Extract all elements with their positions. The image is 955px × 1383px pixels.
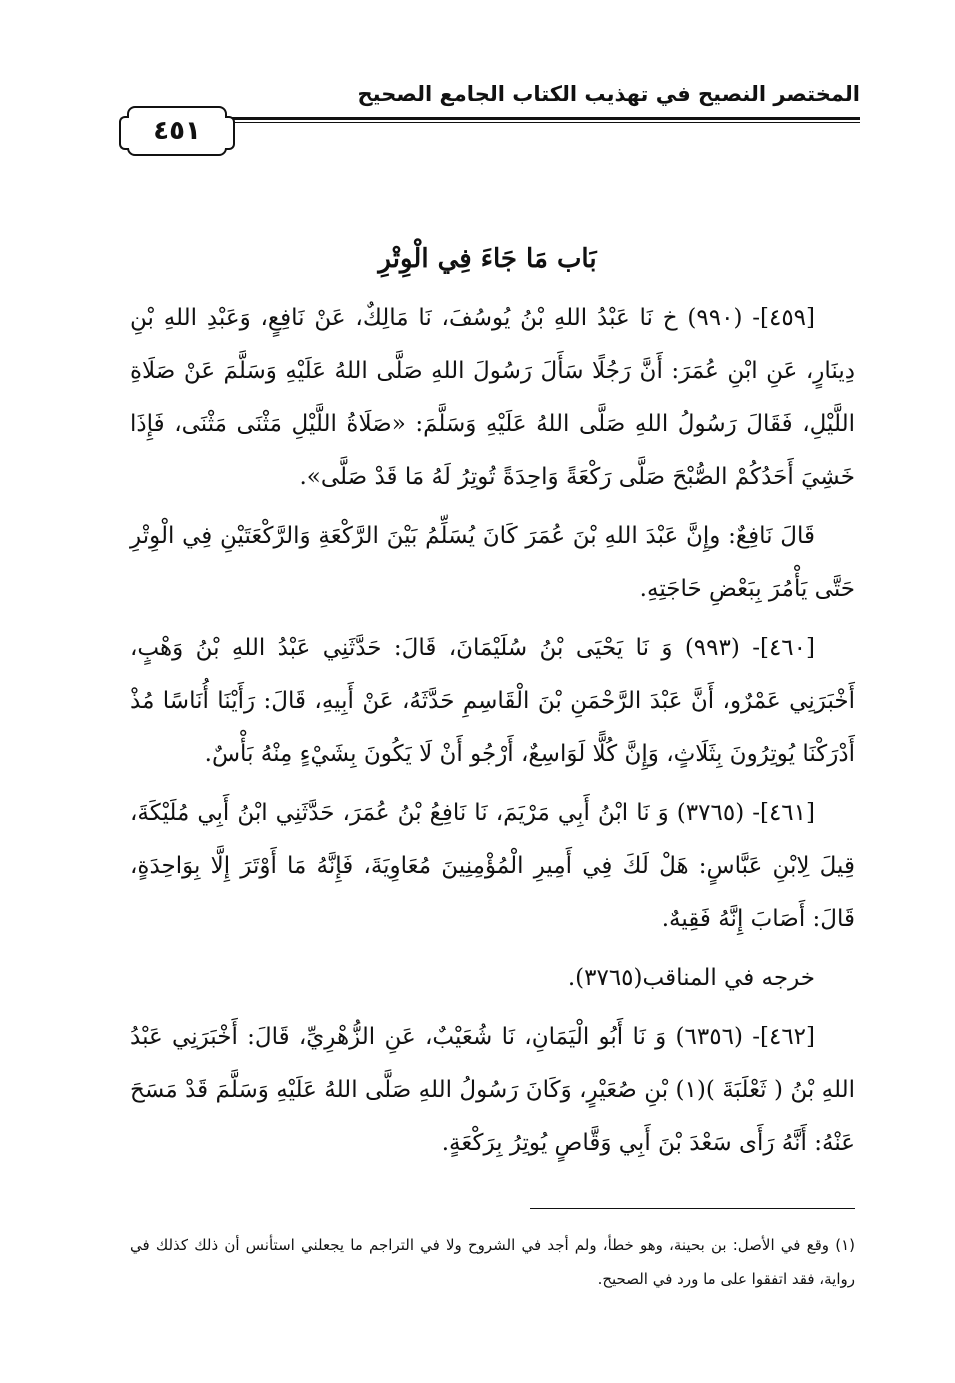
footnote: (١) وقع في الأصل: بن بحينة، وهو خطأ، ولم أجد في الشروح ولا في التراجم ما يجعلني استأنس أن ذلك كذلك في رواية، فقد اتفقوا على ما ورد في الصحيح.: [130, 1236, 855, 1288]
hadith-paragraph: [٤٦١]- (٣٧٦٥) وَ نَا ابْنُ أَبِي مَرْيَمَ، نَا نَافِعُ بْنُ عُمَرَ، حَدَّثَنِي ابْنُ أَبِي مُلَيْكَةَ، قِيلَ لِابْنِ عَبَّاسٍ: هَلْ لَكَ فِي أَمِيرِ الْمُؤْمِنِينَ مُعَاوِيَةَ، فَإِنَّهُ مَا أَوْتَرَ إِلَّا بِوَاحِدَةٍ، قَالَ: أَصَابَ إِنَّهُ فَقِيهٌ.: [130, 800, 855, 932]
header-rule-thin: [228, 122, 860, 123]
page-number-badge: [127, 106, 227, 156]
chapter-title: بَاب مَا جَاءَ فِي الْوِتْرِ: [378, 244, 597, 274]
footnote-separator: [530, 1208, 855, 1209]
running-header-title: المختصر النصيح في تهذيب الكتاب الجامع الصحيح: [357, 82, 860, 106]
page-number: ٤٥١: [153, 116, 201, 146]
hadith-paragraph: [٤٥٩]- (٩٩٠) خ نَا عَبْدُ اللهِ بْنُ يُوسُفَ، نَا مَالِكٌ، عَنْ نَافِعٍ، وَعَبْدِ اللهِ بْنِ دِينَارٍ، عَنِ ابْنِ عُمَرَ: أَنَّ رَجُلًا سَأَلَ رَسُولَ اللهِ صَلَّى اللهُ عَلَيْهِ وَسَلَّمَ عَنْ صَلَاةِ اللَّيْلِ، فَقَالَ رَسُولُ اللهِ صَلَّى اللهُ عَلَيْهِ وَسَلَّمَ: «صَلَاةُ اللَّيْلِ مَثْنَى مَثْنَى، فَإِذَا خَشِيَ أَحَدُكُمْ الصُّبْحَ صَلَّى رَكْعَةً وَاحِدَةً تُوتِرُ لَهُ مَا قَدْ صَلَّى».: [130, 305, 855, 490]
hadith-paragraph: قَالَ نَافِعٌ: وإِنَّ عَبْدَ اللهِ بْنَ عُمَرَ كَانَ يُسَلِّمُ بَيْنَ الرَّكْعَةِ وَالرَّكْعَتَيْنِ فِي الْوِتْرِ حَتَّى يَأْمُرَ بِبَعْضِ حَاجَتِهِ.: [130, 523, 855, 602]
hadith-body: [130, 292, 855, 1176]
header-rule: [228, 117, 860, 120]
hadith-paragraph: [٤٦٠]- (٩٩٣) وَ نَا يَحْيَى بْنُ سُلَيْمَانَ، قَالَ: حَدَّثَنِي عَبْدُ اللهِ بْنُ وَهْبٍ، أَخْبَرَنِي عَمْرٌو، أَنَّ عَبْدَ الرَّحْمَنِ بْنَ الْقَاسِمِ حَدَّثَهُ، عَنْ أَبِيهِ، قَالَ: رَأَيْنَا أُنَاسًا مُذْ أَدْرَكْنَا يُوتِرُونَ بِثَلَاثٍ، وَإِنَّ كُلًّا لَوَاسِعٌ، أَرْجُو أَنْ لَا يَكُونَ بِشَيْءٍ مِنْهُ بَأْسٌ.: [130, 635, 855, 767]
takhrij-note: خرجه في المناقب(٣٧٦٥).: [567, 965, 815, 991]
hadith-paragraph: [٤٦٢]- (٦٣٥٦) وَ نَا أَبُو الْيَمَانِ، نَا شُعَيْبٌ، عَنِ الزُّهْرِيِّ، قَالَ: أَخْبَرَنِي عَبْدُ اللهِ بْنُ ( ثَعْلَبَةَ )(١) بْنِ صُعَيْرٍ، وَكَانَ رَسُولُ اللهِ صَلَّى اللهُ عَلَيْهِ وَسَلَّمَ قَدْ مَسَحَ عَنْهُ: أَنَّهُ رَأَى سَعْدَ بْنَ أَبِي وَقَّاصٍ يُوتِرُ بِرَكْعَةٍ.: [130, 1024, 855, 1156]
